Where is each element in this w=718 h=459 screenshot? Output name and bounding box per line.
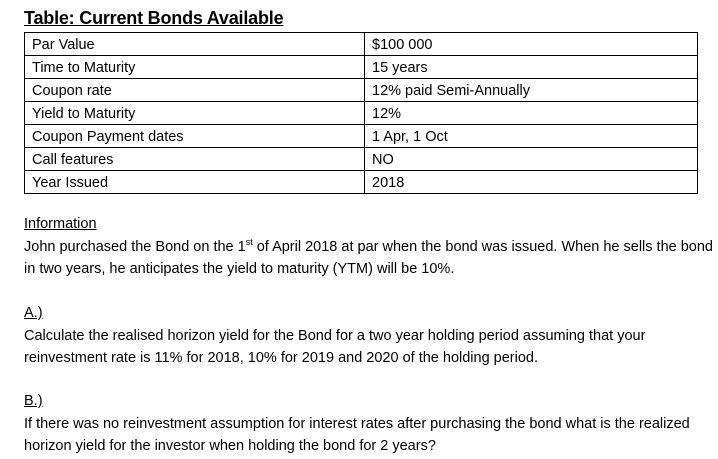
row-value: 12% xyxy=(365,102,698,125)
question-a-section xyxy=(24,302,714,370)
row-value: 1 Apr, 1 Oct xyxy=(365,125,698,148)
table-row xyxy=(25,125,698,148)
ordinal-suffix: st xyxy=(245,236,253,247)
question-a-heading: A.) xyxy=(24,305,43,321)
row-value: 15 years xyxy=(365,56,698,79)
question-b-text: If there was no reinvestment assumption for interest rates after purchasing the bond what is the realized horizon yield for the investor when holding the bond for 2 years? xyxy=(24,415,690,454)
table-row xyxy=(25,171,698,194)
row-value: 12% paid Semi-Annually xyxy=(365,79,698,102)
information-heading: Information xyxy=(24,216,97,232)
table-row xyxy=(25,56,698,79)
row-label: Time to Maturity xyxy=(25,56,365,79)
row-label: Par Value xyxy=(25,33,365,56)
row-label: Yield to Maturity xyxy=(25,102,365,125)
table-row xyxy=(25,79,698,102)
row-label: Coupon Payment dates xyxy=(25,125,365,148)
row-label: Call features xyxy=(25,148,365,171)
question-b-section xyxy=(24,390,714,458)
row-value: $100 000 xyxy=(365,33,698,56)
information-text-start: John purchased the Bond on the 1 xyxy=(24,238,246,255)
information-section xyxy=(24,213,714,281)
row-label: Coupon rate xyxy=(25,79,365,102)
question-a-text: Calculate the realised horizon yield for the Bond for a two year holding period assuming that your reinvestment rate is 11% for 2018, 10% for 2019 and 2020 of the holding period. xyxy=(24,327,646,366)
table-row xyxy=(25,102,698,125)
information-text xyxy=(24,236,714,281)
bond-table xyxy=(24,32,698,194)
row-value: 2018 xyxy=(365,171,698,194)
question-b-heading: B.) xyxy=(24,393,43,409)
information-text-end: of April 2018 at par when the bond was issued. When he sells the bond in two years, he anticipates the yield to maturity (YTM) will be 10%. xyxy=(24,238,713,277)
row-value: NO xyxy=(365,148,698,171)
table-row xyxy=(25,33,698,56)
table-title: Table: Current Bonds Available xyxy=(24,8,284,28)
row-label: Year Issued xyxy=(25,171,365,194)
table-row xyxy=(25,148,698,171)
